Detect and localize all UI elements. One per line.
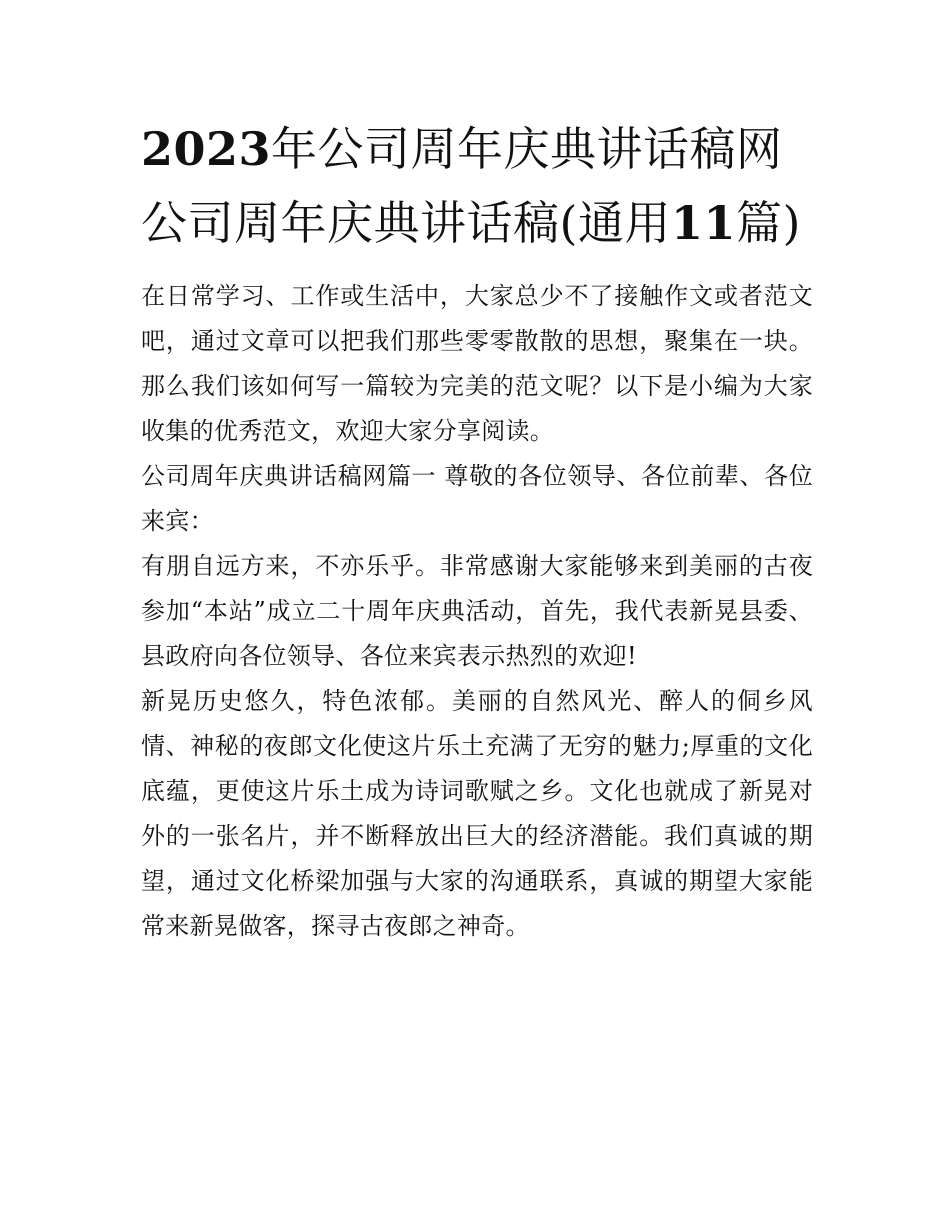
document-page: [141, 112, 813, 949]
paragraph-intro: 在日常学习、工作或生活中，大家总少不了接触作文或者范文吧，通过文章可以把我们那些零零散散的思想，聚集在一块。那么我们该如何写一篇较为完美的范文呢？以下是小编为大家收集的优秀范文，欢迎大家分享阅读。: [141, 282, 813, 445]
paragraph-history: 新晃历史悠久，特色浓郁。美丽的自然风光、醉人的侗乡风情、神秘的夜郎文化使这片乐土充满了无穷的魅力;厚重的文化底蕴，更使这片乐土成为诗词歌赋之乡。文化也就成了新晃对外的一张名片，并不断释放出巨大的经济潜能。我们真诚的期望，通过文化桥梁加强与大家的沟通联系，真诚的期望大家能常来新晃做客，探寻古夜郎之神奇。: [141, 687, 813, 940]
paragraph-greeting: 公司周年庆典讲话稿网篇一 尊敬的各位领导、各位前辈、各位来宾：: [141, 462, 813, 535]
title-tail: 篇): [735, 196, 801, 250]
document-title: [141, 112, 813, 260]
paragraph-welcome: 有朋自远方来，不亦乐乎。非常感谢大家能够来到美丽的古夜参加“本站”成立二十周年庆典活动，首先，我代表新晃县委、县政府向各位领导、各位来宾表示热烈的欢迎!: [141, 552, 813, 670]
title-main: 年公司周年庆典讲话稿网公司周年庆典讲话稿(通用: [141, 122, 783, 250]
title-count: 11: [670, 196, 736, 250]
title-year: 2023: [141, 122, 272, 176]
